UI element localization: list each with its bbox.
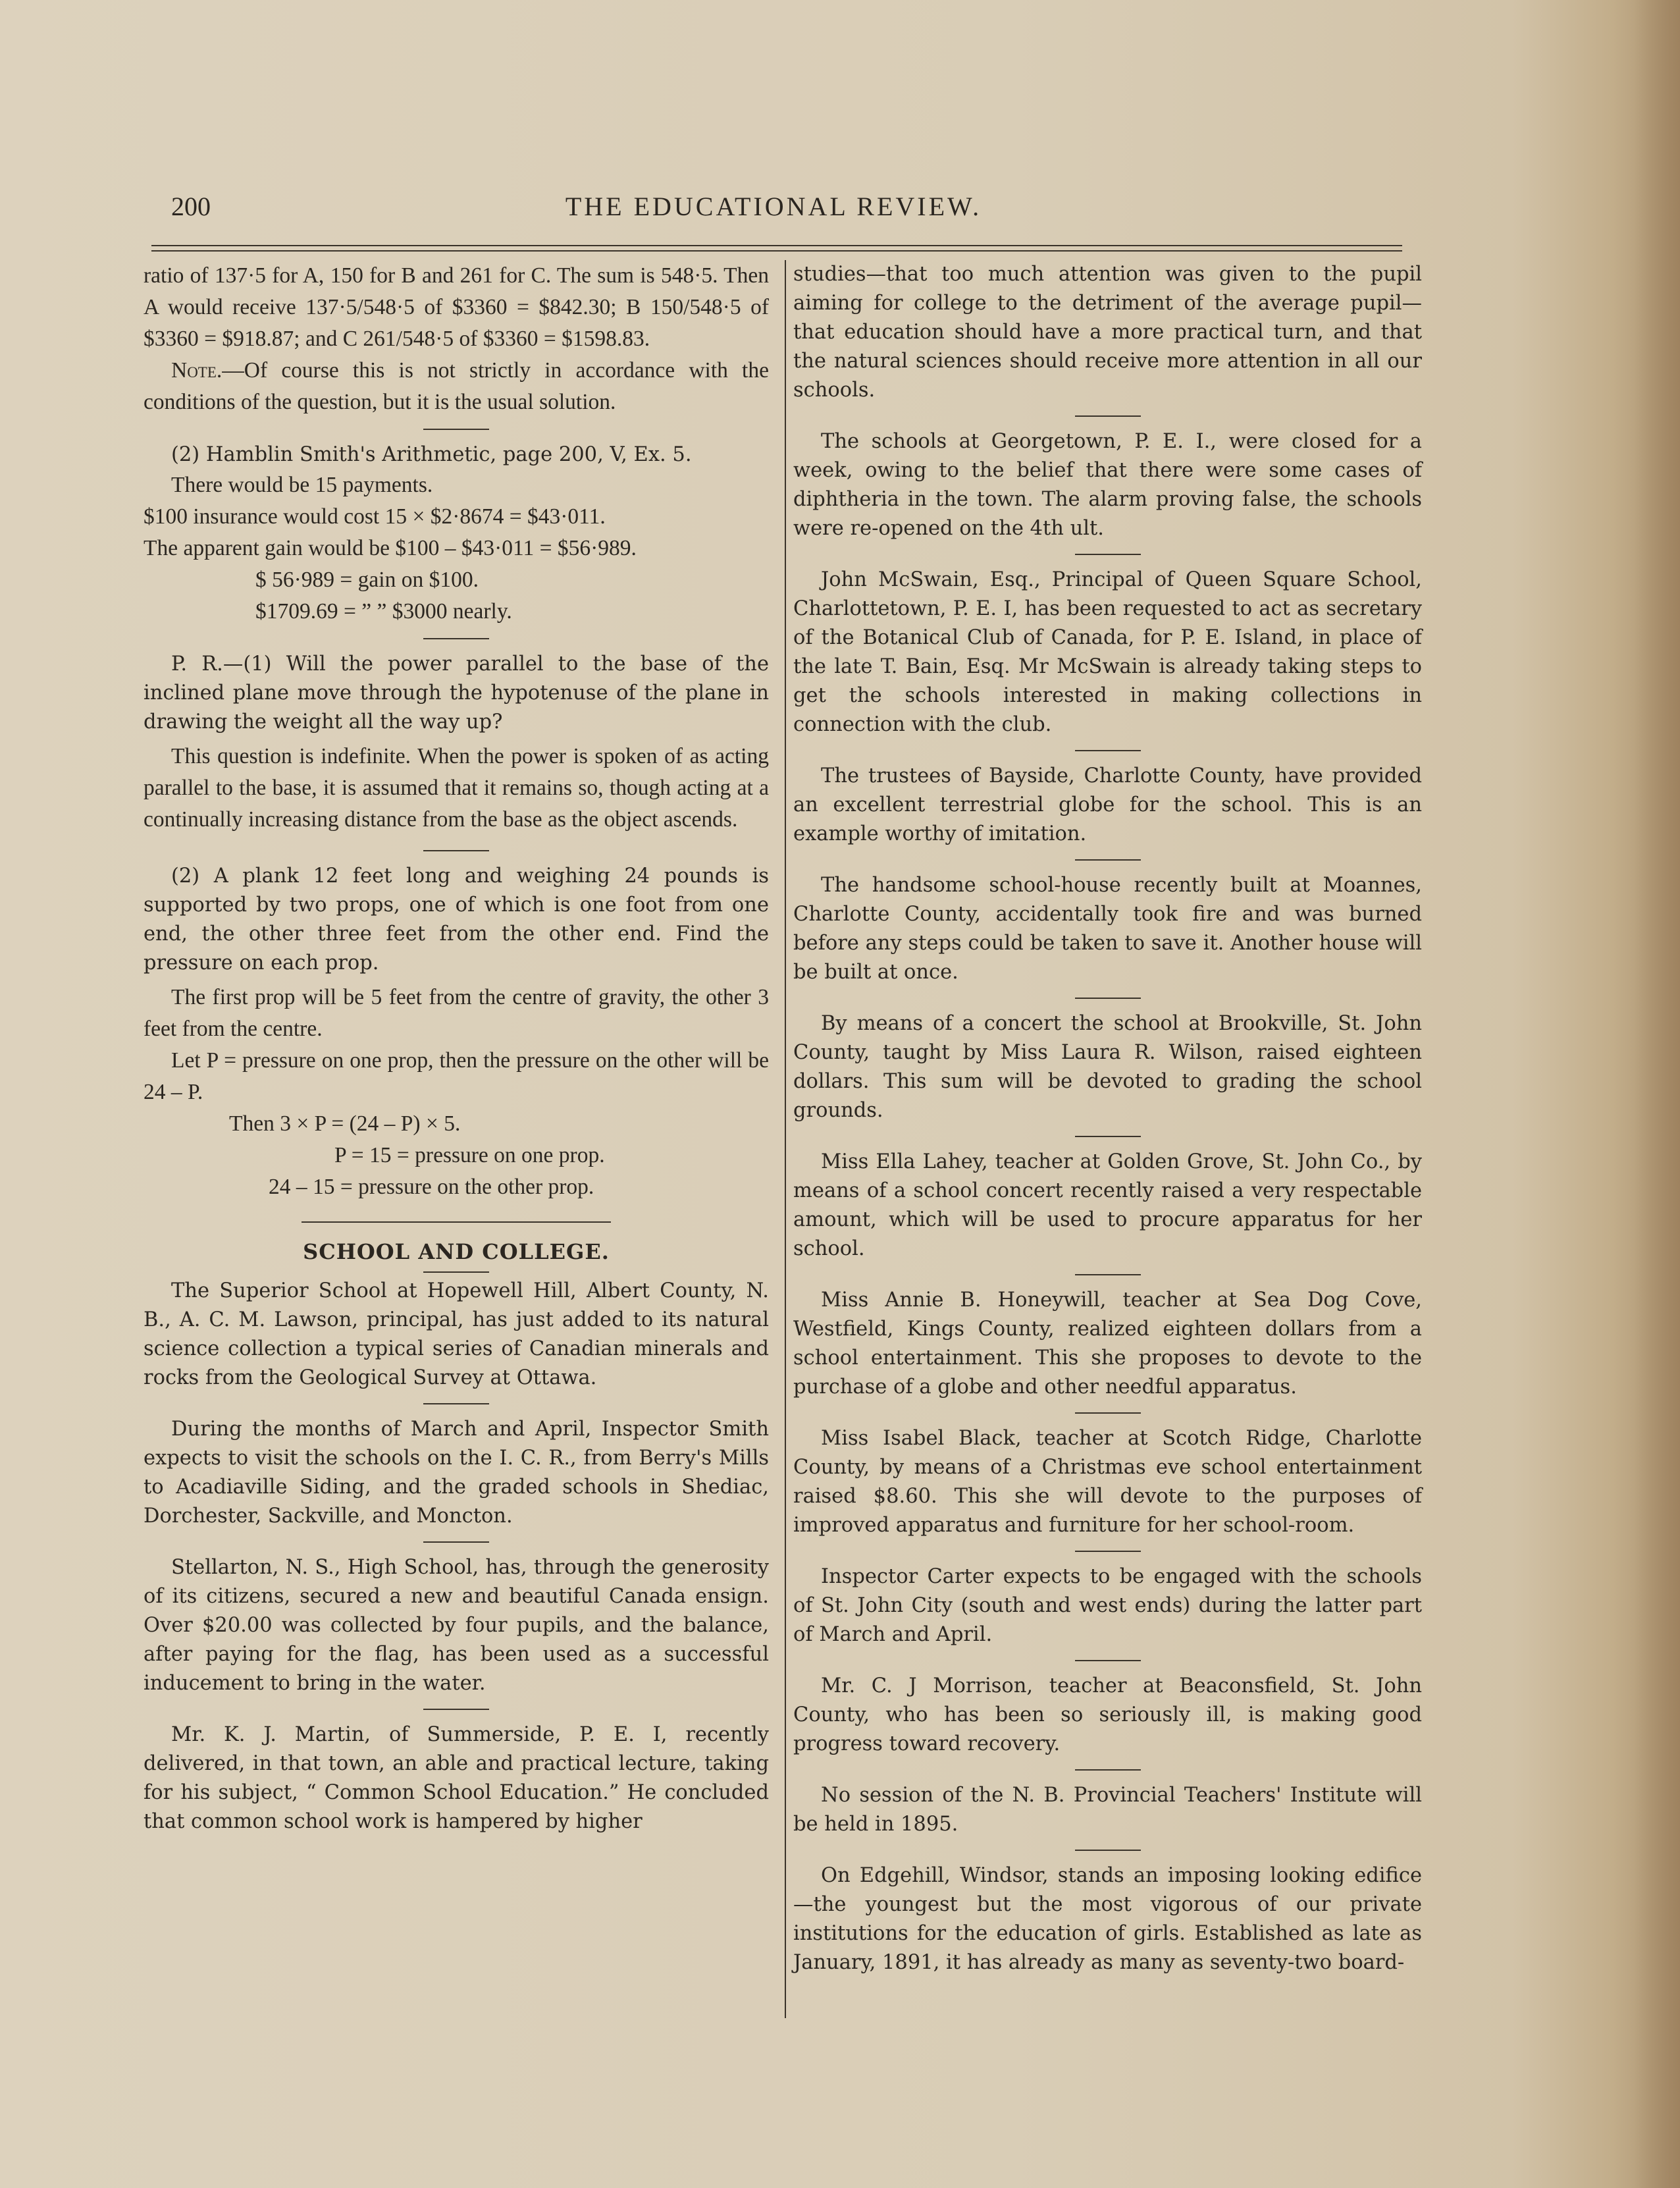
running-header (151, 191, 1396, 230)
news-item: The schools at Georgetown, P. E. I., were closed for a week, owing to the belief that there were some cases of diphtheria in the town. The alarm proving false, the schools were re-opened on the 4th ult. (793, 430, 1422, 540)
news-item: During the months of March and April, Inspector Smith expects to visit the schools on the I. C. R., from Berry's Mills to Acadiaville Siding, and the graded schools in Shediac, Dorchester, Sackville, and Moncton. (144, 1418, 769, 1528)
plank-equation: 24 – 15 = pressure on the other prop. (269, 1175, 594, 1199)
separator-rule (1075, 1274, 1141, 1275)
left-column (144, 260, 769, 1836)
q2-line: $1709.69 = ” ” $3000 nearly. (255, 599, 512, 624)
column-divider (785, 260, 786, 2018)
plank-equation: Then 3 × P = (24 – P) × 5. (229, 1111, 461, 1136)
news-item: Miss Isabel Black, teacher at Scotch Ridge, Charlotte County, by means of a Christmas eve school entertainment raised $8.60. This she will devote to the purposes of improved apparatus and furniture for her school-room. (793, 1427, 1422, 1537)
pr-answer: This question is indefinite. When the power is spoken of as acting parallel to the base, it is assumed that it remains so, though acting at a continually increasing distance from the base as the object ascends. (144, 744, 769, 832)
separator-rule (1075, 415, 1141, 417)
separator-rule (423, 1271, 489, 1273)
news-item: Miss Annie B. Honeywill, teacher at Sea Dog Cove, Westfield, Kings County, realized eighteen dollars from a school entertainment. This she proposes to devote to the purchase of a globe and other needful apparatus. (793, 1289, 1422, 1399)
news-item: By means of a concert the school at Brookville, St. John County, taught by Miss Laura R. Wilson, raised eighteen dollars. This sum will be devoted to grading the school grounds. (793, 1012, 1422, 1122)
section-rule (302, 1221, 611, 1223)
plank-question: (2) A plank 12 feet long and weighing 24 pounds is supported by two props, one of which is one foot from one end, the other three feet from the other end. Find the pressure on each prop. (144, 865, 769, 974)
news-item: The Superior School at Hopewell Hill, Albert County, N. B., A. C. M. Lawson, principal, has just added to its natural science collection a typical series of Canadian minerals and rocks from the Geological Survey at Ottawa. (144, 1279, 769, 1389)
separator-rule (1075, 1660, 1141, 1661)
news-item: Stellarton, N. S., High School, has, through the generosity of its citizens, secured a new and beautiful Canada ensign. Over $20.00 was collected by four pupils, and the balance, after paying for the flag, has been used as a successful inducement to bring in the water. (144, 1556, 769, 1695)
pr-question: P. R.—(1) Will the power parallel to the base of the inclined plane move through the hypotenuse of the plane in drawing the weight all the way up? (144, 653, 769, 734)
separator-rule (423, 1541, 489, 1543)
q2-line: $ 56·989 = gain on $100. (255, 568, 479, 592)
news-item: Miss Ella Lahey, teacher at Golden Grove, St. John Co., by means of a school concert recently raised a very respectable amount, which will be used to procure apparatus for her school. (793, 1150, 1422, 1260)
page-number: 200 (171, 192, 211, 221)
news-item: No session of the N. B. Provincial Teachers' Institute will be held in 1895. (793, 1784, 1422, 1836)
separator-rule (1075, 998, 1141, 999)
news-item: John McSwain, Esq., Principal of Queen Square School, Charlottetown, P. E. I, has been requested to act as secretary of the Botanical Club of Canada, for P. E. Island, in place of the late T. Bain, Esq. Mr McSwain is already taking steps to get the schools interested in making collections in connection with the club. (793, 568, 1422, 736)
separator-rule (423, 429, 489, 430)
separator-rule (1075, 1769, 1141, 1771)
section-title: SCHOOL AND COLLEGE. (303, 1239, 610, 1264)
news-item: The handsome school-house recently built at Moannes, Charlotte County, accidentally took fire and was burned before any steps could be taken to save it. Another house will be built at once. (793, 874, 1422, 984)
q2-heading: (2) Hamblin Smith's Arithmetic, page 200, V, Ex. 5. (171, 443, 692, 466)
q2-line: The apparent gain would be $100 – $43·011 = $56·989. (144, 536, 637, 560)
note-text: —Of course this is not strictly in accordance with the conditions of the question, but it is the usual solution. (144, 358, 769, 414)
news-item: studies—that too much attention was given to the pupil aiming for college to the detriment of the average pupil—that education should have a more practical turn, and that the natural sciences should receive more attention in all our schools. (793, 263, 1422, 402)
news-item: Inspector Carter expects to be engaged with the schools of St. John City (south and west ends) during the latter part of March and April. (793, 1565, 1422, 1646)
separator-rule (1075, 1551, 1141, 1552)
note-label: Note. (171, 358, 223, 383)
journal-title: THE EDUCATIONAL REVIEW. (565, 192, 982, 221)
separator-rule (423, 1403, 489, 1404)
separator-rule (1075, 750, 1141, 751)
separator-rule (423, 638, 489, 639)
header-rule-bottom (151, 250, 1402, 252)
plank-answer: Let P = pressure on one prop, then the pressure on the other will be 24 – P. (144, 1048, 769, 1104)
q2-line: There would be 15 payments. (171, 473, 433, 497)
separator-rule (423, 1709, 489, 1710)
separator-rule (1075, 1136, 1141, 1137)
page-edge-shadow (1634, 0, 1680, 2188)
separator-rule (1075, 1850, 1141, 1851)
ratio-paragraph: ratio of 137·5 for A, 150 for B and 261 for C. The sum is 548·5. Then A would receive 137·5/548·5 of $3360 = $842.30; B 150/548·5 of $3360 = $918.87; and C 261/548·5 of $3360 = $1598.83. (144, 263, 769, 351)
q2-line: $100 insurance would cost 15 × $2·8674 = $43·011. (144, 504, 606, 529)
news-item: The trustees of Bayside, Charlotte County, have provided an excellent terrestrial globe for the school. This is an example worthy of imitation. (793, 764, 1422, 845)
separator-rule (423, 850, 489, 851)
news-item: Mr. C. J Morrison, teacher at Beaconsfield, St. John County, who has been so seriously ill, is making good progress toward recovery. (793, 1674, 1422, 1755)
plank-answer: The first prop will be 5 feet from the centre of gravity, the other 3 feet from the centre. (144, 985, 769, 1041)
separator-rule (1075, 1412, 1141, 1414)
news-item: Mr. K. J. Martin, of Summerside, P. E. I, recently delivered, in that town, an able and practical lecture, taking for his subject, “ Common School Education.” He concluded that common school work is hampered by higher (144, 1723, 769, 1833)
plank-equation: P = 15 = pressure on one prop. (334, 1143, 605, 1167)
header-rule-top (151, 245, 1402, 246)
right-column (793, 260, 1422, 1977)
note-paragraph (144, 355, 769, 418)
news-item: On Edgehill, Windsor, stands an imposing looking edifice —the youngest but the most vigorous of our private institutions for the education of girls. Established as late as January, 1891, it has already as many as seventy-two board- (793, 1864, 1422, 1974)
separator-rule (1075, 554, 1141, 555)
separator-rule (1075, 859, 1141, 861)
